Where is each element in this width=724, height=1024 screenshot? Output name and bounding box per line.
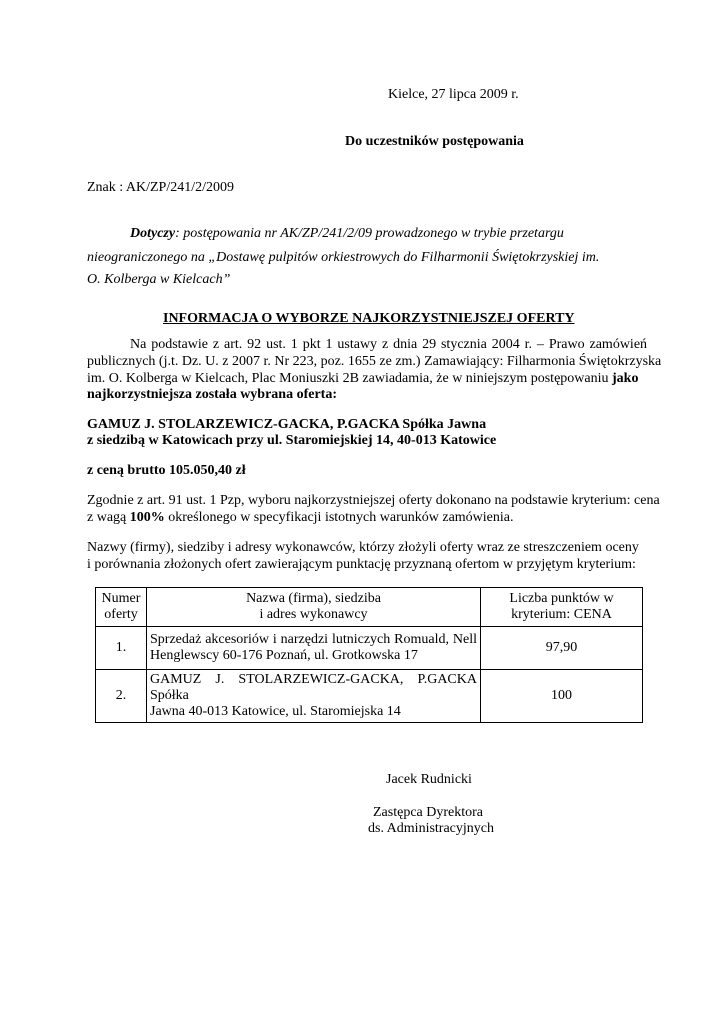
criterion-weight: 100% (129, 510, 165, 525)
criterion-text-pre: z wagą (87, 510, 130, 525)
offers-table (95, 587, 643, 723)
offer-contractor-line-2: Jawna 40-013 Katowice, ul. Staromiejska 14 (150, 704, 401, 719)
winner-address: z siedzibą w Katowicach przy ul. Staromiejskiej 14, 40-013 Katowice (87, 433, 497, 448)
header-name (147, 588, 481, 627)
header-name-line-1: Nazwa (firma), siedziba (246, 591, 381, 606)
offer-contractor-line-1: Sprzedaż akcesoriów i narzędzi lutniczych Romuald, Nell (150, 632, 477, 647)
summary-line-2: i porównania złożonych ofert zawierającym punktację przyznaną ofertom w przyjętym kryterium: (87, 557, 636, 572)
intro-line-3-text: im. O. Kolberga w Kielcach, Plac Moniuszki 2B zawiadamia, że w niniejszym postępowaniu (87, 371, 612, 386)
header-number-line-2: oferty (104, 607, 138, 622)
offer-number: 1. (96, 627, 147, 670)
header-name-line-2: i adres wykonawcy (259, 607, 368, 622)
intro-line-3 (87, 371, 638, 387)
signature-role-1: Zastępca Dyrektora (373, 805, 483, 820)
subject-line-2: nieograniczonego na „Dostawę pulpitów orkiestrowych do Filharmonii Świętokrzyskiej im. (87, 250, 600, 265)
subject-text-1: : postępowania nr AK/ZP/241/2/09 prowadzonego w trybie przetargu (175, 226, 564, 241)
signature-name: Jacek Rudnicki (386, 772, 472, 787)
summary-line-1: Nazwy (firmy), siedziby i adresy wykonawców, którzy złożyli oferty wraz ze streszczeniem oceny (87, 540, 639, 555)
intro-line-2: publicznych (j.t. Dz. U. z 2007 r. Nr 223, poz. 1655 ze zm.) Zamawiający: Filharmonia Świętokrzyska (87, 354, 662, 369)
intro-line-4: najkorzystniejsza została wybrana oferta: (87, 387, 338, 402)
table-row (96, 670, 643, 723)
header-number (96, 588, 147, 627)
subject-label: Dotyczy (130, 226, 176, 241)
intro-line-3-bold: jako (612, 371, 639, 386)
subject-line-3: O. Kolberga w Kielcach” (87, 272, 231, 287)
subject-line-1 (130, 226, 564, 242)
winner-name: GAMUZ J. STOLARZEWICZ-GACKA, P.GACKA Spółka Jawna (87, 417, 487, 432)
place-date: Kielce, 27 lipca 2009 r. (388, 87, 519, 102)
offer-number: 2. (96, 670, 147, 723)
header-points (481, 588, 643, 627)
offer-points: 97,90 (481, 627, 643, 670)
offer-contractor (147, 670, 481, 723)
signature-role-2: ds. Administracyjnych (368, 821, 494, 836)
winner-price: z ceną brutto 105.050,40 zł (87, 463, 246, 478)
criterion-text-post: określonego w specyfikacji istotnych warunków zamówienia. (164, 510, 514, 525)
reference-number: Znak : AK/ZP/241/2/2009 (87, 180, 234, 195)
header-points-line-2: kryterium: CENA (511, 607, 612, 622)
offer-contractor-line-1: GAMUZ J. STOLARZEWICZ-GACKA, P.GACKA Spółka (150, 672, 477, 703)
offer-contractor-line-2: Henglewscy 60-176 Poznań, ul. Grotkowska 17 (150, 648, 418, 663)
criterion-line-1: Zgodnie z art. 91 ust. 1 Pzp, wyboru najkorzystniejszej oferty dokonano na podstawie kryterium: cena (87, 493, 660, 508)
table-row (96, 627, 643, 670)
criterion-line-2 (87, 510, 514, 526)
header-number-line-1: Numer (101, 591, 141, 606)
document-title: INFORMACJA O WYBORZE NAJKORZYSTNIEJSZEJ OFERTY (163, 311, 575, 326)
offer-contractor (147, 627, 481, 670)
header-points-line-1: Liczba punktów w (509, 591, 614, 606)
recipients-heading: Do uczestników postępowania (345, 134, 524, 149)
offer-points: 100 (481, 670, 643, 723)
intro-line-1: Na podstawie z art. 92 ust. 1 pkt 1 ustawy z dnia 29 stycznia 2004 r. – Prawo zamówień (130, 337, 648, 352)
table-header-row (96, 588, 643, 627)
